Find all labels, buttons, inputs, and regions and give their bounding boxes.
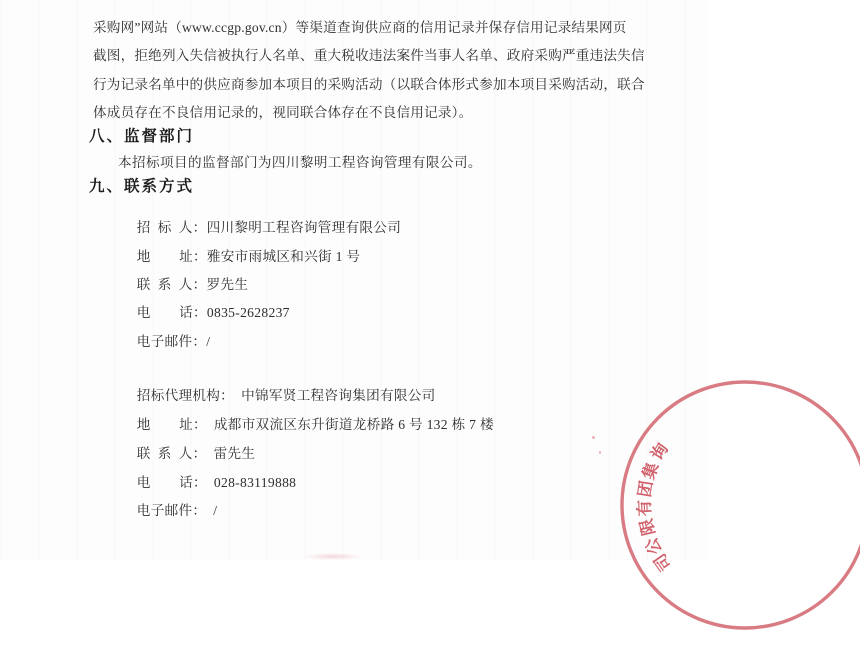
field-value: 成都市双流区东升街道龙桥路 6 号 132 栋 7 楼 (213, 417, 494, 432)
field-value: 雅安市雨城区和兴街 1 号 (206, 249, 361, 264)
field-label: 招标代理机构： (136, 388, 235, 403)
field-value: 四川黎明工程咨询管理有限公司 (206, 220, 402, 235)
field-label: 联 系 人： (136, 446, 207, 461)
seal-character: 集 (638, 459, 663, 482)
ink-smudge (302, 553, 364, 560)
seal-character: 司 (650, 550, 676, 575)
field-label: 地 址： (136, 249, 207, 264)
company-round-seal (560, 370, 860, 670)
field-label: 电 话： (136, 475, 207, 490)
field-label: 电子邮件： (136, 503, 207, 518)
seal-character: 团 (634, 479, 657, 499)
field-value: / (206, 334, 211, 349)
seal-ring (560, 370, 860, 670)
seal-character: 公 (641, 534, 666, 558)
ink-speck (599, 451, 601, 454)
field-value: 中锦军贤工程咨询集团有限公司 (241, 388, 436, 403)
field-label: 地 址： (136, 417, 207, 432)
field-label: 电 话： (136, 305, 207, 320)
seal-character: 询 (647, 439, 673, 464)
credit-record-paragraph (93, 14, 645, 128)
tenderer-email-row (122, 314, 210, 366)
paragraph-line: 截图，拒绝列入失信被执行人名单、重大税收违法案件当事人名单、政府采购严重违法失信 (93, 48, 645, 64)
supervision-body-text: 本招标项目的监督部门为四川黎明工程咨询管理有限公司。 (118, 155, 482, 170)
section-heading-supervision: 八、监督部门 (89, 128, 195, 145)
field-value: 028-83119888 (213, 475, 297, 490)
field-value: 罗先生 (206, 277, 249, 292)
field-value: / (213, 503, 218, 518)
paragraph-line: 采购网”网站（www.ccgp.gov.cn）等渠道查询供应商的信用记录并保存信用记录结果网页 (93, 20, 627, 35)
paragraph-line: 行为记录名单中的供应商参加本项目的采购活动（以联合体形式参加本项目采购活动，联合 (93, 76, 645, 92)
field-value: 0835-2628237 (206, 305, 290, 320)
ink-speck (592, 436, 595, 439)
field-value: 雷先生 (213, 446, 256, 461)
paragraph-line: 体成员存在不良信用记录的，视同联合体存在不良信用记录）。 (93, 105, 473, 121)
field-label: 联 系 人： (136, 277, 207, 292)
section-heading-contact: 九、联系方式 (89, 178, 195, 195)
seal-character: 有 (634, 499, 655, 517)
agency-email-row (122, 483, 217, 535)
field-label: 招 标 人： (136, 220, 207, 235)
seal-character: 限 (636, 516, 659, 538)
field-label: 电子邮件： (136, 334, 207, 349)
